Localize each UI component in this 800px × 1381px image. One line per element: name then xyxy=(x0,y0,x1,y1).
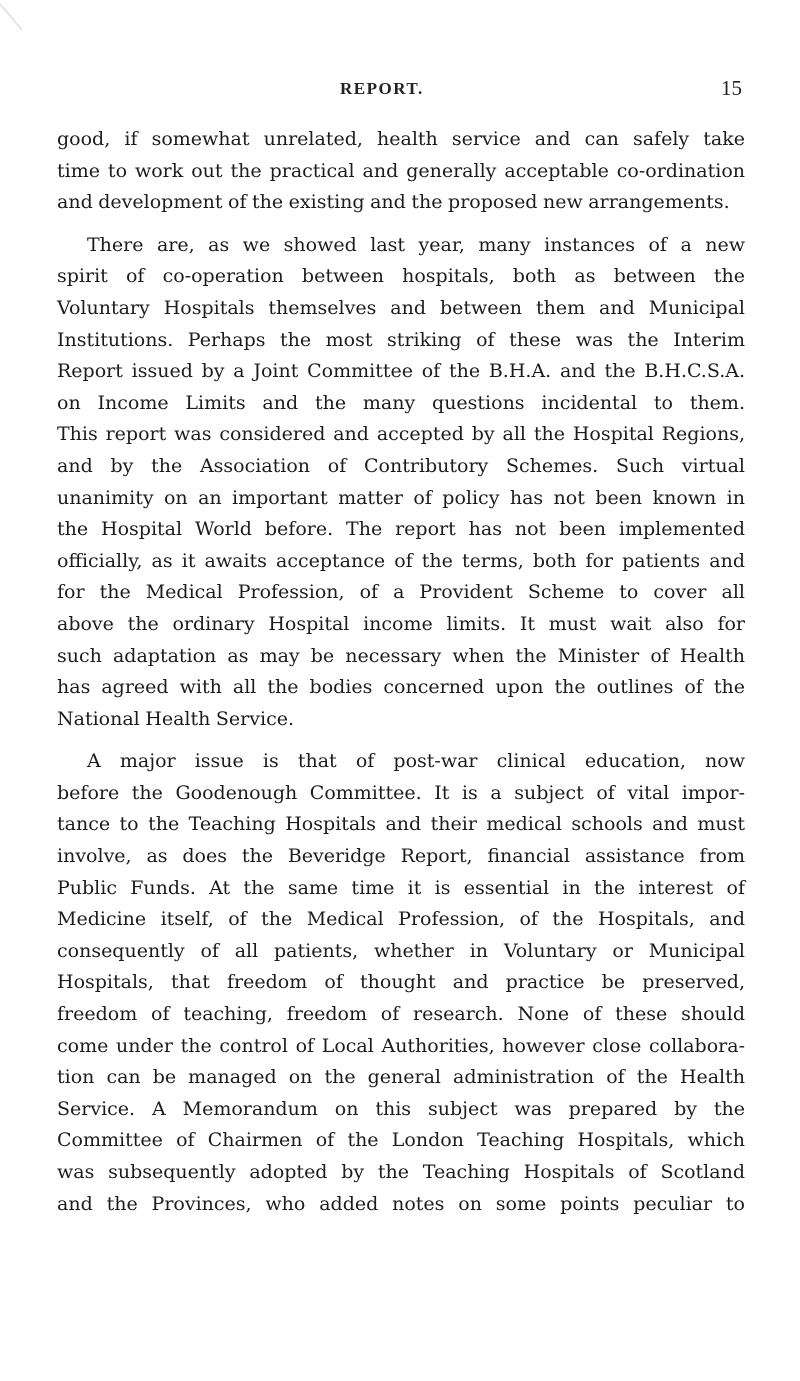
text-line: freedom of teaching, freedom of research. None of these should xyxy=(57,1003,745,1026)
text-line: for the Medical Profession, of a Provident Scheme to cover all xyxy=(57,581,745,604)
text-line: on Income Limits and the many questions incidental to them. xyxy=(57,391,745,414)
text-line: spirit of co-operation between hospitals, both as between the xyxy=(57,265,745,288)
text-line: and the Provinces, who added notes on some points peculiar to xyxy=(57,1192,745,1215)
text-line: National Health Service. xyxy=(57,707,294,730)
text-line: Report issued by a Joint Committee of the B.H.A. and the B.H.C.S.A. xyxy=(57,360,745,383)
text-line: Medicine itself, of the Medical Profession, of the Hospitals, and xyxy=(57,908,745,931)
text-line: consequently of all patients, whether in Voluntary or Municipal xyxy=(57,939,745,962)
text-line: come under the control of Local Authorities, however close collabora- xyxy=(57,1034,745,1057)
text-line: Committee of Chairmen of the London Teaching Hospitals, which xyxy=(57,1129,745,1152)
text-line: and by the Association of Contributory Schemes. Such virtual xyxy=(57,454,745,477)
text-line: Institutions. Perhaps the most striking of these was the Interim xyxy=(57,328,745,351)
body-text xyxy=(57,124,745,1220)
text-line: Voluntary Hospitals themselves and between them and Municipal xyxy=(57,296,745,319)
paragraph-3 xyxy=(57,746,745,1220)
text-line: was subsequently adopted by the Teaching Hospitals of Scotland xyxy=(57,1161,745,1183)
text-line: before the Goodenough Committee. It is a subject of vital impor- xyxy=(57,781,745,804)
running-head-title: REPORT. xyxy=(340,79,424,98)
text-line: A major issue is that of post-war clinical education, now xyxy=(87,750,745,773)
text-line: officially, as it awaits acceptance of the terms, both for patients and xyxy=(57,549,745,572)
paragraph-1 xyxy=(57,124,745,219)
text-line: Hospitals, that freedom of thought and practice be preserved, xyxy=(57,971,745,994)
text-line: tion can be managed on the general administration of the Health xyxy=(57,1066,745,1089)
text-line: Service. A Memorandum on this subject was prepared by the xyxy=(57,1097,745,1120)
text-line: good, if somewhat unrelated, health service and can safely take xyxy=(57,128,745,150)
corner-fold-mark xyxy=(0,0,30,30)
text-line: time to work out the practical and generally acceptable co-ordination xyxy=(57,159,745,182)
text-line: has agreed with all the bodies concerned upon the outlines of the xyxy=(57,676,745,699)
text-line: involve, as does the Beveridge Report, financial assistance from xyxy=(57,845,745,868)
text-line: tance to the Teaching Hospitals and their medical schools and must xyxy=(57,813,745,836)
text-line: There are, as we showed last year, many instances of a new xyxy=(87,233,745,256)
text-line: This report was considered and accepted by all the Hospital Regions, xyxy=(57,423,745,446)
text-line: and development of the existing and the proposed new arrangements. xyxy=(57,191,730,214)
text-line: the Hospital World before. The report has not been implemented xyxy=(57,518,745,541)
text-line: Public Funds. At the same time it is essential in the interest of xyxy=(57,876,745,899)
paragraph-2 xyxy=(57,230,745,736)
text-line: above the ordinary Hospital income limits. It must wait also for xyxy=(57,612,745,635)
text-line: unanimity on an important matter of policy has not been known in xyxy=(57,486,745,509)
text-line: such adaptation as may be necessary when the Minister of Health xyxy=(57,644,745,667)
page-number: 15 xyxy=(721,76,742,100)
